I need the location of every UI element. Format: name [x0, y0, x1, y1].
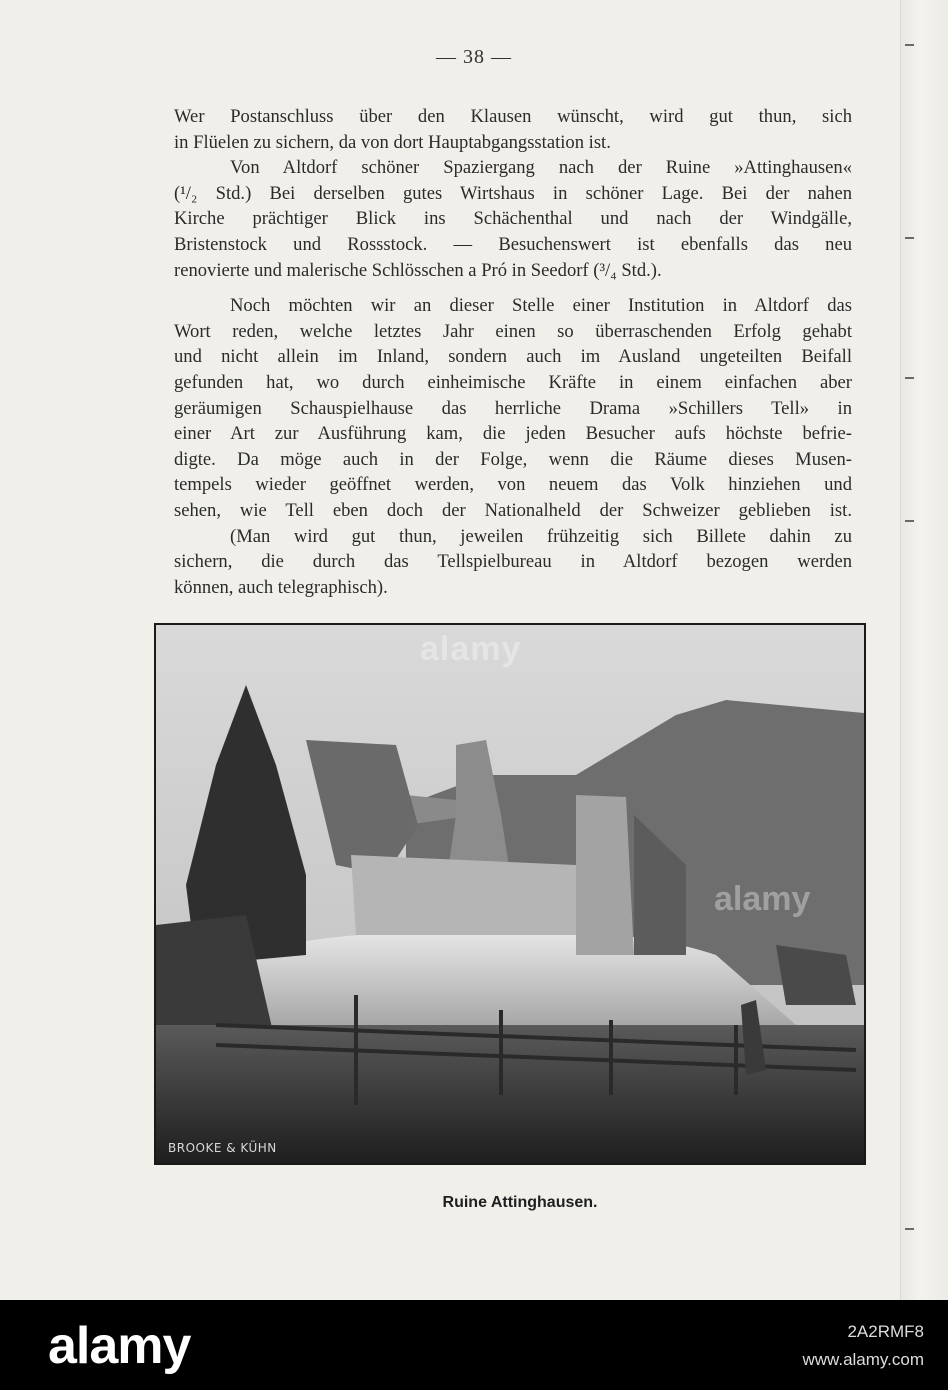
text-line: renovierte und malerische Schlösschen a Pró in Seedorf (³/₄ Std.).: [174, 259, 662, 281]
watermark: alamy: [420, 630, 522, 668]
text-line: gefunden hat, wo durch einheimische Kräfte in einem einfachen aber: [174, 371, 852, 393]
alamy-logo: alamy: [48, 1317, 191, 1375]
text-line: digte. Da möge auch in der Folge, wenn die Räume dieses Musen-: [174, 448, 852, 470]
text-line: einer Art zur Ausführung kam, die jeden Besucher aufs höchste befrie-: [174, 423, 852, 445]
text-line: (¹/₂ Std.) Bei derselben gutes Wirtshaus in schöner Lage. Bei der nahen: [174, 182, 852, 204]
paragraph-4: [174, 524, 852, 601]
text-line: Von Altdorf schöner Spaziergang nach der Ruine »Attinghausen«: [230, 157, 852, 179]
page-edge: [900, 0, 948, 1300]
text-line: tempels wieder geöffnet werden, von neuem das Volk hinziehen und: [174, 474, 852, 496]
edge-mark: [905, 237, 914, 239]
text-line: können, auch telegraphisch).: [174, 576, 388, 598]
photo-credit: BROOKE & KÜHN: [168, 1141, 277, 1155]
text-line: (Man wird gut thun, jeweilen frühzeitig sich Billete dahin zu: [230, 525, 852, 547]
figure-caption: Ruine Attinghausen.: [442, 1194, 598, 1211]
text-line: geräumigen Schauspielhause das herrliche Drama »Schillers Tell» in: [174, 397, 852, 419]
page-number: — 38 —: [436, 46, 512, 68]
edge-mark: [905, 1228, 914, 1230]
text-line: Kirche prächtiger Blick ins Schächenthal und nach der Windgälle,: [174, 208, 852, 230]
paragraph-1: [174, 104, 852, 155]
ruin-wall: [351, 855, 576, 935]
stock-footer: [0, 1300, 948, 1390]
text-line: sichern, die durch das Tellspielbureau in Altdorf bezogen werden: [174, 551, 852, 573]
text-line: Wer Postanschluss über den Klausen wünscht, wird gut thun, sich: [174, 106, 852, 127]
text-line: und nicht allein im Inland, sondern auch im Ausland ungeteilten Beifall: [174, 346, 852, 368]
text-line: sehen, wie Tell eben doch der Nationalheld der Schweizer geblieben ist.: [174, 499, 852, 521]
text-line: in Flüelen zu sichern, da von dort Hauptabgangsstation ist.: [174, 131, 611, 153]
paragraph-2: [174, 155, 852, 283]
watermark: alamy: [714, 880, 811, 918]
text-line: Wort reden, welche letztes Jahr einen so überraschenden Erfolg gehabt: [174, 320, 852, 342]
body-text: [174, 104, 852, 600]
edge-mark: [905, 520, 914, 522]
image-id: 2A2RMF8: [847, 1322, 924, 1341]
text-line: Noch möchten wir an dieser Stelle einer Institution in Altdorf das: [230, 295, 852, 317]
ruin-right-tower: [576, 795, 634, 955]
site-url[interactable]: www.alamy.com: [802, 1350, 924, 1369]
paragraph-3: [174, 293, 852, 523]
text-line: Bristenstock und Rossstock. — Besuchenswert ist ebenfalls das neu: [174, 233, 852, 255]
edge-mark: [905, 377, 914, 379]
